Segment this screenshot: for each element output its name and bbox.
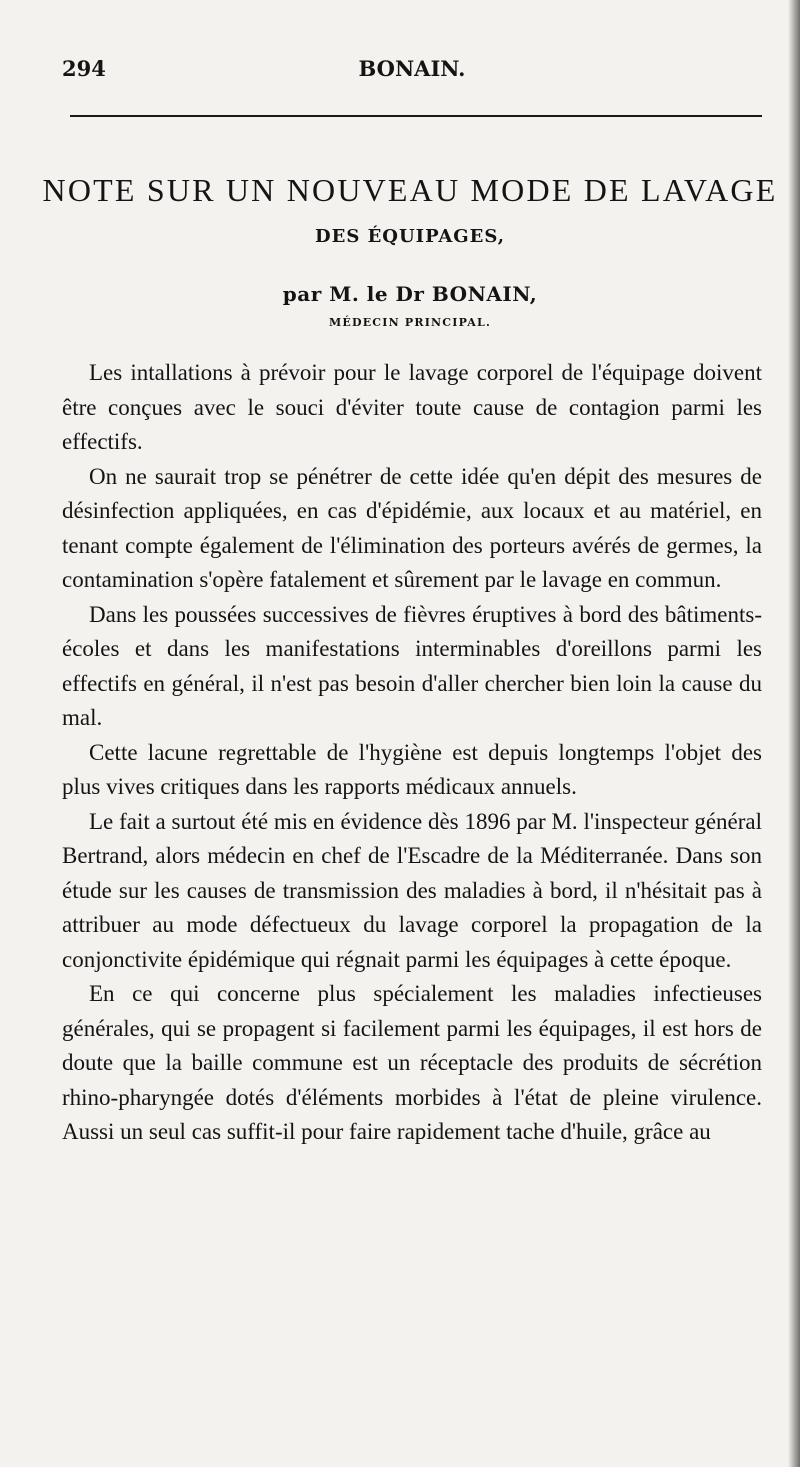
article-body [62,356,762,1150]
paragraph: En ce qui concerne plus spécialement les maladies infectieuses générales, qui se propagent si facilement parmi les équipages, il est hors de doute que la baille commune est un réceptacle des produits de sécrétion rhino-pharyngée dotés d'éléments morbides à l'état de pleine virulence. Aussi un seul cas suffit-il pour faire rapidement tache d'huile, grâce au [62,981,762,1144]
header-rule [70,115,762,117]
paragraph: Dans les poussées successives de fièvres éruptives à bord des bâtiments-écoles et dans les manifestations interminables d'oreillons parmi les effectifs en général, il n'est pas besoin d'aller chercher bien loin la cause du mal. [62,601,762,730]
article-subtitle: DES ÉQUIPAGES, [314,226,506,247]
running-title: BONAIN. [358,56,466,81]
paragraph: Cette lacune regrettable de l'hygiène est depuis longtemps l'objet des plus vives critiques dans les rapports médicaux annuels. [62,739,762,799]
author-affiliation: MÉDECIN PRINCIPAL. [329,316,491,329]
paragraph: Les intallations à prévoir pour le lavage corporel de l'équipage doivent être conçues avec le souci d'éviter toute cause de contagion parmi les effectifs. [62,360,762,454]
article-title: NOTE SUR UN NOUVEAU MODE DE LAVAGE [42,172,778,208]
paragraph: Le fait a surtout été mis en évidence dès 1896 par M. l'inspecteur général Bertrand, alors médecin en chef de l'Escadre de la Méditerranée. Dans son étude sur les causes de transmission des maladies à bord, il n'hésitait pas à attribuer au mode défectueux du lavage corporel la propagation de la conjonctivite épidémique qui régnait parmi les équipages à cette époque. [62,808,762,972]
page-number: 294 [62,56,106,81]
author-byline: par M. le Dr BONAIN, [282,282,538,306]
running-head [62,56,762,86]
page-edge-shadow [788,0,800,1467]
paragraph: On ne saurait trop se pénétrer de cette idée qu'en dépit des mesures de désinfection appliquées, en cas d'épidémie, aux locaux et au matériel, en tenant compte également de l'élimination des porteurs avérés de germes, la contamination s'opère fatalement et sûrement par le lavage en commun. [62,463,762,592]
